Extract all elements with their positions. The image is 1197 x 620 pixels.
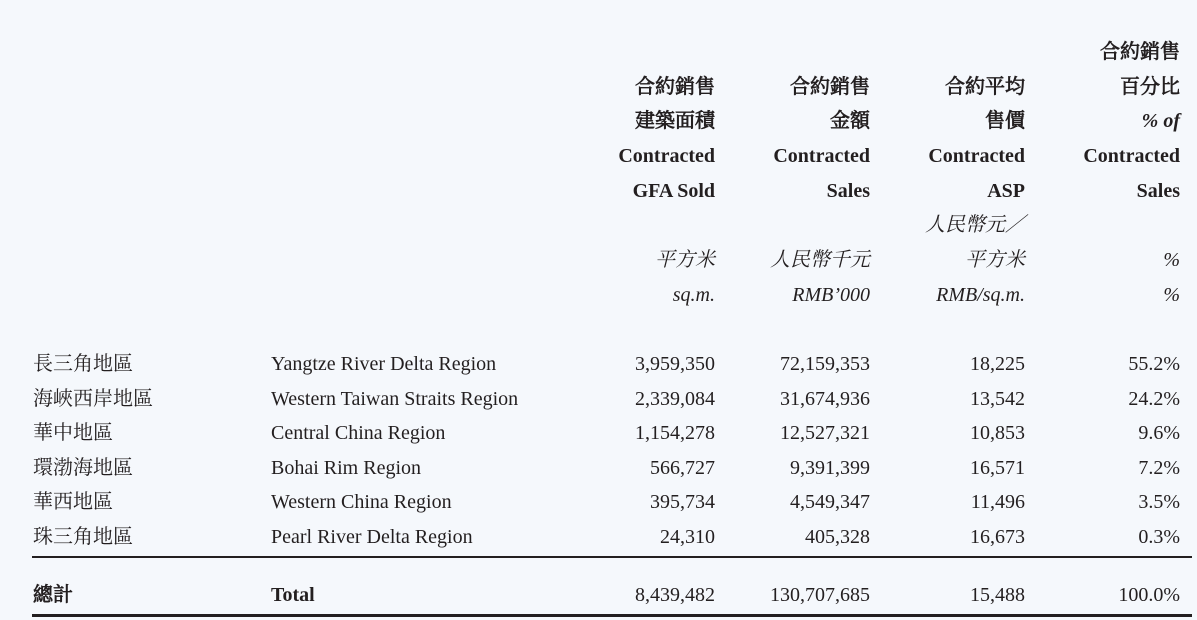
- row-1-asp: 18,225: [970, 353, 1025, 375]
- row-2-asp: 13,542: [970, 388, 1025, 410]
- header-gfa-unit-zh: 平方米: [655, 249, 715, 271]
- header-asp-unit-en: RMB/sq.m.: [936, 284, 1025, 306]
- row-6-sales: 405,328: [805, 526, 870, 548]
- header-asp-line-1: 合約平均: [945, 76, 1025, 98]
- subtotal-rule: [32, 556, 1192, 558]
- row-5-zh-label: 華西地區: [33, 491, 113, 513]
- row-5-pct: 3.5%: [1138, 491, 1180, 513]
- row-3-gfa: 1,154,278: [635, 422, 715, 444]
- row-3-pct: 9.6%: [1138, 422, 1180, 444]
- header-pct-unit-en: %: [1163, 284, 1180, 306]
- row-4-en-label: Bohai Rim Region: [271, 457, 421, 479]
- header-sales-line-4: Sales: [826, 180, 870, 202]
- total-en-label: Total: [271, 584, 315, 606]
- total-sales: 130,707,685: [770, 584, 870, 606]
- header-asp-unit-zh-2: 平方米: [965, 249, 1025, 271]
- row-1-pct: 55.2%: [1128, 353, 1180, 375]
- row-5-asp: 11,496: [970, 491, 1025, 513]
- row-2-gfa: 2,339,084: [635, 388, 715, 410]
- header-pct-line-4: Contracted: [1083, 145, 1180, 167]
- row-3-sales: 12,527,321: [780, 422, 870, 444]
- header-gfa-line-1: 合約銷售: [635, 76, 715, 98]
- row-6-en-label: Pearl River Delta Region: [271, 526, 473, 548]
- header-sales-unit-zh: 人民幣千元: [770, 249, 870, 271]
- row-3-asp: 10,853: [970, 422, 1025, 444]
- header-pct-line-5: Sales: [1136, 180, 1180, 202]
- row-2-zh-label: 海峽西岸地區: [33, 388, 153, 410]
- header-gfa-unit-en: sq.m.: [672, 284, 715, 306]
- header-gfa-line-3: Contracted: [618, 145, 715, 167]
- header-pct-unit-zh: %: [1163, 249, 1180, 271]
- row-6-asp: 16,673: [970, 526, 1025, 548]
- header-sales-line-1: 合約銷售: [790, 76, 870, 98]
- row-4-pct: 7.2%: [1138, 457, 1180, 479]
- header-pct-line-2: 百分比: [1120, 76, 1180, 98]
- total-pct: 100.0%: [1118, 584, 1180, 606]
- row-2-en-label: Western Taiwan Straits Region: [271, 388, 519, 410]
- total-double-rule: [32, 614, 1192, 617]
- header-asp-line-2: 售價: [985, 110, 1025, 132]
- header-asp-unit-zh-1: 人民幣元／: [925, 214, 1025, 236]
- header-asp-line-4: ASP: [987, 180, 1025, 202]
- header-sales-line-2: 金額: [830, 110, 870, 132]
- header-asp-line-3: Contracted: [928, 145, 1025, 167]
- total-gfa: 8,439,482: [635, 584, 715, 606]
- header-sales-line-3: Contracted: [773, 145, 870, 167]
- row-5-en-label: Western China Region: [271, 491, 452, 513]
- row-4-zh-label: 環渤海地區: [33, 457, 133, 479]
- header-gfa-line-4: GFA Sold: [632, 180, 715, 202]
- row-6-gfa: 24,310: [660, 526, 715, 548]
- row-2-pct: 24.2%: [1128, 388, 1180, 410]
- header-pct-line-3: % of: [1141, 110, 1180, 132]
- row-1-zh-label: 長三角地區: [33, 353, 133, 375]
- row-6-zh-label: 珠三角地區: [33, 526, 133, 548]
- header-sales-unit-en: RMB’000: [792, 284, 870, 306]
- row-4-asp: 16,571: [970, 457, 1025, 479]
- row-4-sales: 9,391,399: [790, 457, 870, 479]
- row-3-en-label: Central China Region: [271, 422, 446, 444]
- row-2-sales: 31,674,936: [780, 388, 870, 410]
- row-6-pct: 0.3%: [1138, 526, 1180, 548]
- row-1-sales: 72,159,353: [780, 353, 870, 375]
- row-4-gfa: 566,727: [650, 457, 715, 479]
- row-1-gfa: 3,959,350: [635, 353, 715, 375]
- total-zh-label: 總計: [33, 584, 73, 606]
- total-asp: 15,488: [970, 584, 1025, 606]
- header-pct-line-1: 合約銷售: [1100, 41, 1180, 63]
- row-3-zh-label: 華中地區: [33, 422, 113, 444]
- header-gfa-line-2: 建築面積: [635, 110, 715, 132]
- row-5-sales: 4,549,347: [790, 491, 870, 513]
- row-1-en-label: Yangtze River Delta Region: [271, 353, 497, 375]
- row-5-gfa: 395,734: [650, 491, 715, 513]
